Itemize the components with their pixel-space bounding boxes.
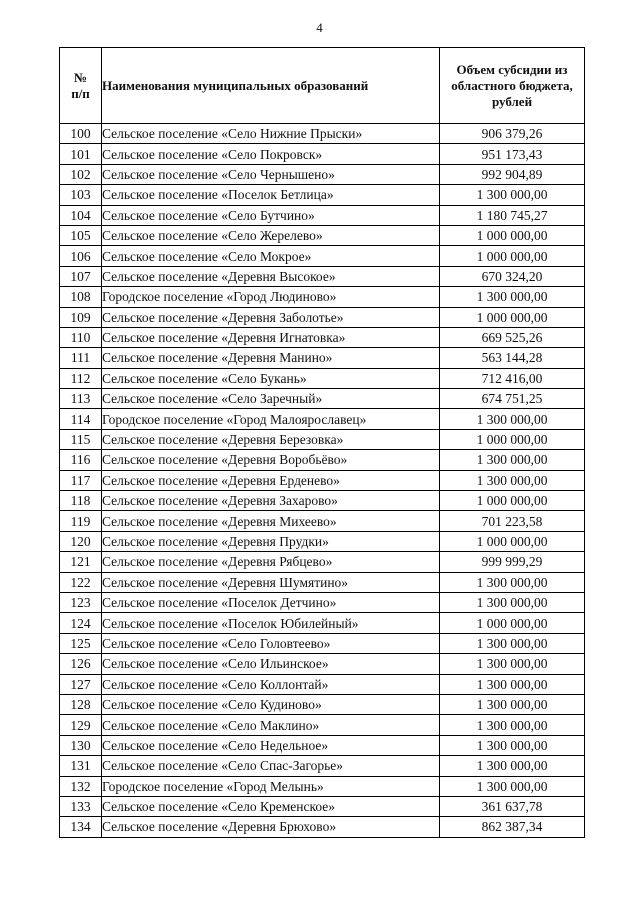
table-row bbox=[60, 613, 585, 633]
row-name: Сельское поселение «Деревня Брюхово» bbox=[102, 817, 440, 837]
row-number: 115 bbox=[60, 429, 102, 449]
row-amount: 669 525,26 bbox=[440, 327, 585, 347]
row-number: 118 bbox=[60, 491, 102, 511]
header-amount-line3: рублей bbox=[491, 93, 533, 109]
row-name: Сельское поселение «Деревня Воробьёво» bbox=[102, 450, 440, 470]
row-amount: 674 751,25 bbox=[440, 389, 585, 409]
row-amount: 361 637,78 bbox=[440, 796, 585, 816]
row-number: 120 bbox=[60, 531, 102, 551]
row-name: Сельское поселение «Село Кудиново» bbox=[102, 694, 440, 714]
table-row bbox=[60, 287, 585, 307]
table-row bbox=[60, 429, 585, 449]
table-row bbox=[60, 307, 585, 327]
row-number: 109 bbox=[60, 307, 102, 327]
row-amount: 1 300 000,00 bbox=[440, 409, 585, 429]
row-name: Сельское поселение «Село Жерелево» bbox=[102, 225, 440, 245]
row-amount: 1 300 000,00 bbox=[440, 572, 585, 592]
table-row bbox=[60, 327, 585, 347]
row-name: Сельское поселение «Деревня Игнатовка» bbox=[102, 327, 440, 347]
table-row bbox=[60, 205, 585, 225]
row-amount: 1 000 000,00 bbox=[440, 225, 585, 245]
row-amount: 1 300 000,00 bbox=[440, 654, 585, 674]
row-amount: 670 324,20 bbox=[440, 266, 585, 286]
row-amount: 1 300 000,00 bbox=[440, 470, 585, 490]
row-name: Городское поселение «Город Мелынь» bbox=[102, 776, 440, 796]
table-row bbox=[60, 511, 585, 531]
table-row bbox=[60, 633, 585, 653]
row-number: 131 bbox=[60, 756, 102, 776]
row-amount: 1 000 000,00 bbox=[440, 491, 585, 511]
row-amount: 951 173,43 bbox=[440, 144, 585, 164]
row-name: Сельское поселение «Село Заречный» bbox=[102, 389, 440, 409]
table-row bbox=[60, 124, 585, 144]
row-number: 111 bbox=[60, 348, 102, 368]
table-row bbox=[60, 450, 585, 470]
row-number: 112 bbox=[60, 368, 102, 388]
table-row bbox=[60, 817, 585, 837]
table-row bbox=[60, 144, 585, 164]
table-row bbox=[60, 348, 585, 368]
row-amount: 712 416,00 bbox=[440, 368, 585, 388]
row-amount: 1 300 000,00 bbox=[440, 776, 585, 796]
table-row bbox=[60, 776, 585, 796]
table-row bbox=[60, 389, 585, 409]
row-name: Сельское поселение «Село Головтеево» bbox=[102, 633, 440, 653]
row-amount: 1 300 000,00 bbox=[440, 715, 585, 735]
row-number: 113 bbox=[60, 389, 102, 409]
row-amount: 1 000 000,00 bbox=[440, 307, 585, 327]
row-amount: 563 144,28 bbox=[440, 348, 585, 368]
row-name: Сельское поселение «Село Недельное» bbox=[102, 735, 440, 755]
row-name: Сельское поселение «Село Мокрое» bbox=[102, 246, 440, 266]
page-number: 4 bbox=[316, 20, 323, 35]
row-name: Сельское поселение «Деревня Манино» bbox=[102, 348, 440, 368]
row-amount: 862 387,34 bbox=[440, 817, 585, 837]
row-number: 128 bbox=[60, 694, 102, 714]
header-amount-line1: Объем субсидии из bbox=[456, 61, 568, 77]
row-amount: 1 000 000,00 bbox=[440, 531, 585, 551]
row-amount: 1 000 000,00 bbox=[440, 429, 585, 449]
row-name: Сельское поселение «Поселок Юбилейный» bbox=[102, 613, 440, 633]
row-number: 104 bbox=[60, 205, 102, 225]
row-number: 124 bbox=[60, 613, 102, 633]
row-name: Сельское поселение «Село Чернышено» bbox=[102, 164, 440, 184]
row-name: Сельское поселение «Село Бутчино» bbox=[102, 205, 440, 225]
row-number: 130 bbox=[60, 735, 102, 755]
row-name: Сельское поселение «Деревня Ерденево» bbox=[102, 470, 440, 490]
table-row bbox=[60, 674, 585, 694]
row-amount: 1 300 000,00 bbox=[440, 633, 585, 653]
row-name: Сельское поселение «Село Кременское» bbox=[102, 796, 440, 816]
table-header bbox=[60, 48, 585, 124]
row-name: Сельское поселение «Село Покровск» bbox=[102, 144, 440, 164]
row-amount: 1 000 000,00 bbox=[440, 613, 585, 633]
row-number: 101 bbox=[60, 144, 102, 164]
row-name: Городское поселение «Город Малоярославец» bbox=[102, 409, 440, 429]
row-name: Сельское поселение «Село Нижние Прыски» bbox=[102, 124, 440, 144]
header-row bbox=[60, 48, 585, 124]
row-name: Сельское поселение «Село Букань» bbox=[102, 368, 440, 388]
row-name: Сельское поселение «Деревня Шумятино» bbox=[102, 572, 440, 592]
table-row bbox=[60, 796, 585, 816]
row-number: 122 bbox=[60, 572, 102, 592]
row-amount: 999 999,29 bbox=[440, 552, 585, 572]
row-name: Сельское поселение «Село Коллонтай» bbox=[102, 674, 440, 694]
row-number: 108 bbox=[60, 287, 102, 307]
row-number: 126 bbox=[60, 654, 102, 674]
row-amount: 1 300 000,00 bbox=[440, 694, 585, 714]
table-row bbox=[60, 735, 585, 755]
subsidy-table bbox=[59, 47, 585, 838]
row-amount: 701 223,58 bbox=[440, 511, 585, 531]
table-row bbox=[60, 694, 585, 714]
table-row bbox=[60, 572, 585, 592]
header-name: Наименования муниципальных образований bbox=[102, 48, 440, 124]
table-row bbox=[60, 470, 585, 490]
table-row bbox=[60, 266, 585, 286]
row-amount: 1 300 000,00 bbox=[440, 592, 585, 612]
row-number: 110 bbox=[60, 327, 102, 347]
table-body bbox=[60, 124, 585, 838]
row-number: 116 bbox=[60, 450, 102, 470]
row-name: Сельское поселение «Деревня Заболотье» bbox=[102, 307, 440, 327]
table-row bbox=[60, 409, 585, 429]
row-amount: 1 300 000,00 bbox=[440, 756, 585, 776]
table-row bbox=[60, 164, 585, 184]
row-number: 106 bbox=[60, 246, 102, 266]
table-row bbox=[60, 368, 585, 388]
table-row bbox=[60, 246, 585, 266]
row-number: 103 bbox=[60, 185, 102, 205]
row-number: 132 bbox=[60, 776, 102, 796]
table-row bbox=[60, 715, 585, 735]
table-row bbox=[60, 552, 585, 572]
header-number-line1: № bbox=[73, 69, 88, 85]
row-number: 133 bbox=[60, 796, 102, 816]
row-number: 121 bbox=[60, 552, 102, 572]
row-name: Сельское поселение «Село Ильинское» bbox=[102, 654, 440, 674]
row-amount: 1 300 000,00 bbox=[440, 735, 585, 755]
row-amount: 1 300 000,00 bbox=[440, 674, 585, 694]
row-name: Сельское поселение «Деревня Березовка» bbox=[102, 429, 440, 449]
row-number: 107 bbox=[60, 266, 102, 286]
header-amount-line2: областного бюджета, bbox=[451, 77, 573, 93]
row-name: Сельское поселение «Деревня Высокое» bbox=[102, 266, 440, 286]
row-name: Сельское поселение «Поселок Бетлица» bbox=[102, 185, 440, 205]
row-name: Сельское поселение «Село Спас-Загорье» bbox=[102, 756, 440, 776]
table-row bbox=[60, 185, 585, 205]
table-row bbox=[60, 225, 585, 245]
row-name: Сельское поселение «Деревня Прудки» bbox=[102, 531, 440, 551]
row-amount: 1 180 745,27 bbox=[440, 205, 585, 225]
row-amount: 992 904,89 bbox=[440, 164, 585, 184]
row-number: 117 bbox=[60, 470, 102, 490]
row-number: 105 bbox=[60, 225, 102, 245]
row-number: 134 bbox=[60, 817, 102, 837]
row-number: 102 bbox=[60, 164, 102, 184]
table-row bbox=[60, 491, 585, 511]
row-amount: 1 300 000,00 bbox=[440, 287, 585, 307]
row-number: 100 bbox=[60, 124, 102, 144]
row-number: 119 bbox=[60, 511, 102, 531]
header-number bbox=[60, 48, 102, 124]
row-number: 125 bbox=[60, 633, 102, 653]
row-name: Сельское поселение «Деревня Рябцево» bbox=[102, 552, 440, 572]
row-name: Сельское поселение «Поселок Детчино» bbox=[102, 592, 440, 612]
row-number: 129 bbox=[60, 715, 102, 735]
table-row bbox=[60, 531, 585, 551]
row-name: Сельское поселение «Деревня Захарово» bbox=[102, 491, 440, 511]
row-number: 114 bbox=[60, 409, 102, 429]
row-amount: 1 300 000,00 bbox=[440, 450, 585, 470]
row-number: 123 bbox=[60, 592, 102, 612]
table-row bbox=[60, 654, 585, 674]
table-row bbox=[60, 592, 585, 612]
row-name: Сельское поселение «Деревня Михеево» bbox=[102, 511, 440, 531]
row-amount: 1 300 000,00 bbox=[440, 185, 585, 205]
row-number: 127 bbox=[60, 674, 102, 694]
header-number-line2: п/п bbox=[71, 85, 90, 101]
row-amount: 906 379,26 bbox=[440, 124, 585, 144]
row-name: Сельское поселение «Село Маклино» bbox=[102, 715, 440, 735]
row-amount: 1 000 000,00 bbox=[440, 246, 585, 266]
header-amount bbox=[440, 48, 585, 124]
row-name: Городское поселение «Город Людиново» bbox=[102, 287, 440, 307]
table-row bbox=[60, 756, 585, 776]
